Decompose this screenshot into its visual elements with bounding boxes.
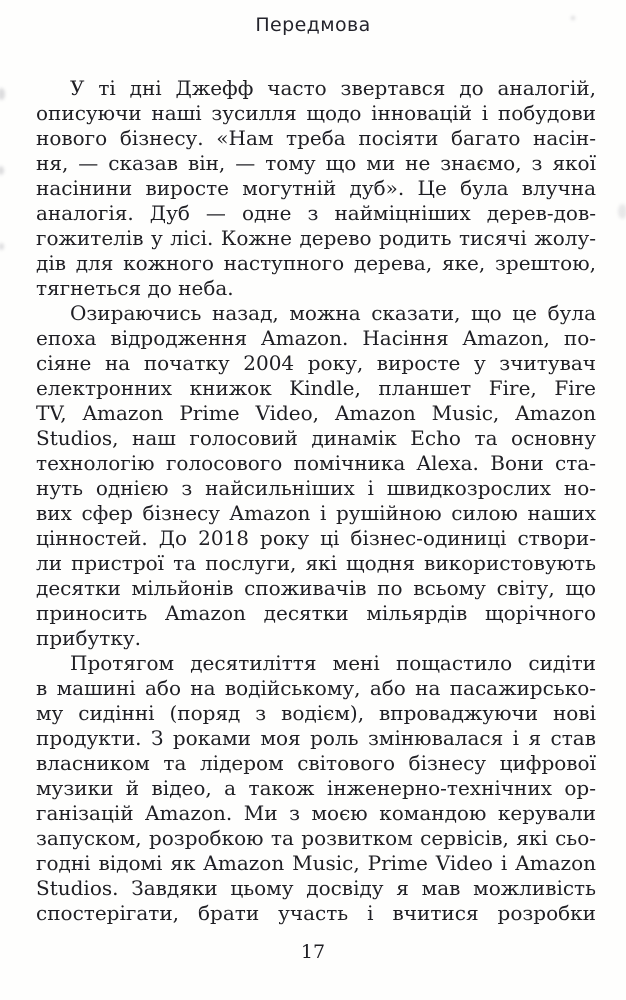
- text-line: продукти. З роками моя роль змінювалася і я став: [36, 726, 596, 750]
- page-number: 17: [300, 941, 326, 963]
- body-text: [36, 76, 596, 926]
- scan-artifact: [618, 204, 626, 219]
- text-line: У ті дні Джефф часто звертався до аналогій,: [70, 76, 596, 100]
- text-line: гожителів у лісі. Кожне дерево родить тисячі жолу-: [36, 226, 596, 250]
- text-line: спостерігати, брати участь і вчитися розробки: [36, 901, 596, 925]
- text-line: вих сфер бізнесу Amazon і рушійною силою наших: [36, 501, 596, 525]
- text-line: Studios. Завдяки цьому досвіду я мав можливість: [36, 876, 596, 900]
- paragraph: [36, 651, 596, 926]
- text-line: сіяне на початку 2004 року, виросте у зчитувач: [36, 351, 596, 375]
- text-line: Озираючись назад, можна сказати, що це була: [70, 301, 596, 325]
- text-line: годні відомі як Amazon Music, Prime Video і Amazon: [36, 851, 596, 875]
- paragraph: [36, 301, 596, 651]
- scan-artifact: [0, 88, 5, 100]
- text-line: Протягом десятиліття мені пощастило сидіти: [70, 651, 596, 675]
- text-line: електронних книжок Kindle, планшет Fire, Fire: [36, 376, 596, 400]
- text-line: аналогія. Дуб — одне з найміцніших дерев-дов-: [36, 201, 596, 225]
- text-line: технологію голосового помічника Alexa. Вони ста-: [36, 451, 596, 475]
- text-line: тягнеться до неба.: [36, 276, 234, 300]
- scan-artifact: [571, 16, 575, 20]
- text-line: приносить Amazon десятки мільярдів щорічного: [36, 601, 596, 625]
- chapter-running-title: Передмова: [255, 14, 371, 36]
- text-line: ня, — сказав він, — тому що ми не знаємо, з якої: [36, 151, 596, 175]
- text-line: насінини виросте могутній дуб». Це була влучна: [36, 176, 596, 200]
- text-line: в машині або на водійському, або на пасажирсько-: [36, 676, 596, 700]
- scan-artifact: [0, 243, 4, 250]
- paragraph: [36, 76, 596, 301]
- text-line: дів для кожного наступного дерева, яке, зрештою,: [36, 251, 596, 275]
- text-line: десятки мільйонів споживачів по всьому світу, що: [36, 576, 596, 600]
- text-line: му сидінні (поряд з водієм), впроваджуючи нові: [36, 701, 596, 725]
- text-line: цінностей. До 2018 року ці бізнес-одиниці створи-: [36, 526, 596, 550]
- text-line: TV, Amazon Prime Video, Amazon Music, Amazon: [36, 401, 596, 425]
- text-line: власником та лідером світового бізнесу цифрової: [36, 751, 596, 775]
- text-line: ли пристрої та послуги, які щодня використовують: [36, 551, 596, 575]
- text-line: прибутку.: [36, 626, 141, 650]
- text-line: нуть однією з найсильніших і швидкозрослих но-: [36, 476, 596, 500]
- text-line: нового бізнесу. «Нам треба посіяти багато насін-: [36, 126, 596, 150]
- text-line: описуючи наші зусилля щодо інновацій і побудови: [36, 101, 596, 125]
- text-line: ганізацій Amazon. Ми з моєю командою керували: [36, 801, 596, 825]
- scan-artifact: [0, 166, 4, 175]
- text-line: запуском, розробкою та розвитком сервісів, які сьо-: [36, 826, 596, 850]
- text-line: епоха відродження Amazon. Насіння Amazon, по-: [36, 326, 596, 350]
- text-line: Studios, наш голосовий динамік Echo та основну: [36, 426, 596, 450]
- text-line: музики й відео, а також інженерно-технічних ор-: [36, 776, 596, 800]
